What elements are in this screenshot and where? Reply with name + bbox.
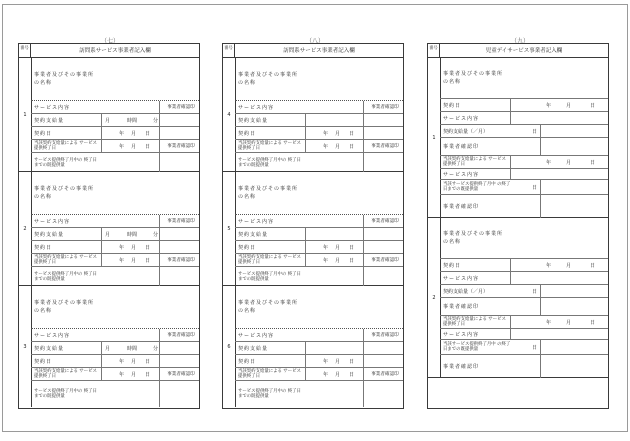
block-number: 2: [428, 218, 441, 377]
number-header: 番号: [223, 44, 235, 58]
entry-block: 5 事業者及びその事業所の名称 サービス内容 事業者確認印 契約支給量 契約日 年 月 日 当該契約支給量による サービス提供終了日 年 月 日 事業者確認印 サービス提供終了月中の 終了日までの既提供量: [223, 172, 403, 286]
month-unit: 月: [105, 117, 111, 124]
used-amount-label: サービス提供終了月中の 終了日までの既提供量: [34, 271, 97, 282]
block-number: 3: [19, 286, 32, 407]
contract-amount-label: 契約支給量: [238, 117, 269, 124]
minutes-unit: 分: [153, 117, 159, 124]
contract-date-label: 契約日: [34, 130, 53, 137]
contract-date-label: 契約日: [238, 358, 257, 365]
provider-name-label: 事業者及びその事業所の名称: [238, 72, 299, 86]
block-number: 1: [428, 58, 441, 217]
contract-amount-label: 契約支給量: [238, 345, 269, 352]
entry-block: [19, 58, 199, 172]
used-amount-label: サービス提供終了月中の 終了日までの既提供量: [34, 157, 97, 168]
entry-block: 4 事業者及びその事業所の名称 サービス内容 事業者確認印 契約支給量 契約日 年 月 日 当該契約支給量による サービス提供終了日 年 月 日 事業者確認印 サービス提供終了月中の 終了日までの既提供量: [223, 58, 403, 172]
block-number: 5: [223, 172, 236, 285]
number-header: 番号: [19, 44, 31, 58]
block-number: 2: [19, 172, 32, 285]
block-number: 6: [223, 286, 236, 407]
end-date-row: 当該契約支給量による サービス提供終了日 年 月 日 事業者確認印: [31, 253, 199, 266]
confirm-label: 事業者確認印: [159, 329, 202, 341]
service-row: [31, 328, 199, 341]
service-label: サービス内容: [443, 331, 480, 338]
end-date-label: 当該契約支給量による サービス提供終了日: [238, 141, 301, 151]
used-amount-label: サービス提供終了月中の 終了日までの既提供量: [238, 157, 301, 168]
contract-amount-label: 契約支給量: [238, 231, 269, 238]
service-label: サービス内容: [443, 275, 480, 282]
used-amount-label: 当該サービス提供終了月中 の終了日までの既提供量: [443, 342, 511, 352]
provider-confirm-label: 事業者確認印: [443, 304, 480, 310]
contract-amount-label: 契約支給量（／月）: [443, 128, 489, 135]
provider-name-row: [31, 286, 199, 328]
caption-8: （八）: [305, 38, 324, 45]
provider-name-label: 事業者及びその事業所の名称: [443, 71, 504, 85]
caption-9: （九）: [510, 38, 529, 45]
contract-amount-label: 契約支給量: [34, 117, 65, 124]
panel-visit-service-2: [222, 43, 404, 409]
end-date-label: 当該契約支給量による サービス提供終了日: [443, 317, 506, 327]
panel-title: 児童デイサービス事業者記入欄: [440, 44, 608, 58]
confirm-label: 事業者確認印: [363, 254, 406, 266]
entry-block: [19, 286, 199, 407]
service-label: サービス内容: [238, 104, 275, 111]
contract-amount-label: 契約支給量（／月）: [443, 288, 489, 295]
number-header: 番号: [428, 44, 440, 58]
confirm-label: 事業者確認印: [159, 101, 202, 113]
used-amount-row: [31, 266, 199, 286]
service-label: サービス内容: [238, 218, 275, 225]
contract-date-label: 契約日: [443, 262, 462, 269]
panel-title: 訪問系サービス事業者記入欄: [235, 44, 403, 58]
end-date-label: 当該契約支給量による サービス提供終了日: [238, 255, 301, 265]
contract-date-row: 契約日 年 月 日: [31, 354, 199, 367]
service-label: サービス内容: [34, 218, 71, 225]
contract-date-label: 契約日: [238, 244, 257, 251]
hours-unit: 時間: [127, 117, 138, 124]
confirm-label: 事業者確認印: [363, 368, 406, 380]
provider-name-label: 事業者及びその事業所の名称: [238, 300, 299, 314]
provider-name-label: 事業者及びその事業所の名称: [34, 186, 95, 200]
used-amount-label: 当該サービス提供終了月中 の終了日までの既提供量: [443, 182, 511, 192]
provider-name-label: 事業者及びその事業所の名称: [34, 300, 95, 314]
contract-date-label: 契約日: [34, 358, 53, 365]
confirm-label: 事業者確認印: [363, 215, 406, 227]
contract-date-row: 契約日 年 月 日: [31, 126, 199, 139]
service-label: サービス内容: [443, 171, 480, 178]
end-date-label: 当該契約支給量による サービス提供終了日: [34, 255, 97, 265]
service-label: サービス内容: [443, 115, 480, 122]
caption-7: （七）: [100, 38, 119, 45]
contract-amount-label: 契約支給量: [34, 231, 65, 238]
contract-amount-row: 契約支給量 月 時間 分: [31, 341, 199, 354]
service-label: サービス内容: [34, 104, 71, 111]
used-amount-row: [31, 152, 199, 172]
used-amount-label: サービス提供終了月中の 終了日までの既提供量: [34, 389, 97, 399]
service-label: サービス内容: [34, 332, 71, 339]
block-number: 4: [223, 58, 236, 171]
confirm-label: 事業者確認印: [363, 329, 406, 341]
end-date-row: 当該契約支給量による サービス提供終了日 年 月 日 事業者確認印: [31, 367, 199, 380]
end-date-label: 当該契約支給量による サービス提供終了日: [238, 369, 301, 379]
service-row: [31, 100, 199, 113]
provider-name-label: 事業者及びその事業所の名称: [238, 186, 299, 200]
used-amount-label: サービス提供終了月中の 終了日までの既提供量: [238, 389, 301, 399]
confirm-label: 事業者確認印: [363, 101, 406, 113]
provider-confirm-label: 事業者確認印: [443, 204, 480, 210]
end-date-label: 当該契約支給量による サービス提供終了日: [443, 157, 506, 167]
provider-confirm-label: 事業者確認印: [443, 364, 480, 370]
end-date-label: 当該契約支給量による サービス提供終了日: [34, 141, 97, 151]
provider-name-row: [31, 172, 199, 214]
panel-visit-service-1: [18, 43, 200, 409]
contract-amount-row: [31, 113, 199, 126]
confirm-label: 事業者確認印: [159, 215, 202, 227]
provider-name-label: 事業者及びその事業所の名称: [443, 231, 504, 245]
contract-date-label: 契約日: [443, 102, 462, 109]
contract-date-row: 契約日 年 月 日: [31, 240, 199, 253]
contract-amount-row: 契約支給量 月 時間 分: [31, 227, 199, 240]
service-row: [31, 214, 199, 227]
entry-block: [19, 172, 199, 286]
provider-name-label: 事業者及びその事業所の名称: [34, 72, 95, 86]
provider-confirm-label: 事業者確認印: [443, 144, 480, 150]
used-amount-label: サービス提供終了月中の 終了日までの既提供量: [238, 271, 301, 282]
used-amount-row: [31, 380, 199, 407]
confirm-label: 事業者確認印: [159, 368, 202, 380]
confirm-label: 事業者確認印: [159, 140, 202, 152]
block-number: 1: [19, 58, 32, 171]
panel-title: 訪問系サービス事業者記入欄: [31, 44, 199, 58]
entry-block: 1 事業者及びその事業所の名称 契約日 年 月 日 サービス内容 契約支給量（／月） 日 事業者確認印 当該契約支給量による サービス提供終了日 年 月 日 サービス内容 当該サービス提供終了月中 の終了日までの既提供量 日 事業者確認印: [428, 58, 608, 218]
contract-amount-label: 契約支給量: [34, 345, 65, 352]
confirm-label: 事業者確認印: [159, 254, 202, 266]
entry-block: 2 事業者及びその事業所の名称 契約日 年 月 日 サービス内容 契約支給量（／月） 日 事業者確認印 当該契約支給量による サービス提供終了日 年 月 日 サービス内容 当該サービス提供終了月中 の終了日までの既提供量 日 事業者確認印: [428, 218, 608, 378]
contract-date-label: 契約日: [34, 244, 53, 251]
contract-date-label: 契約日: [238, 130, 257, 137]
entry-block: 6 事業者及びその事業所の名称 サービス内容 事業者確認印 契約支給量 契約日 年 月 日 当該契約支給量による サービス提供終了日 年 月 日 事業者確認印 サービス提供終了月中の 終了日までの既提供量: [223, 286, 403, 407]
provider-name-row: [31, 58, 199, 100]
confirm-label: 事業者確認印: [363, 140, 406, 152]
service-label: サービス内容: [238, 332, 275, 339]
empty-area: [440, 378, 608, 407]
panel-child-day-service: [427, 43, 609, 409]
end-date-row: 当該契約支給量による サービス提供終了日 年 月 日 事業者確認印: [31, 139, 199, 152]
end-date-label: 当該契約支給量による サービス提供終了日: [34, 369, 97, 379]
